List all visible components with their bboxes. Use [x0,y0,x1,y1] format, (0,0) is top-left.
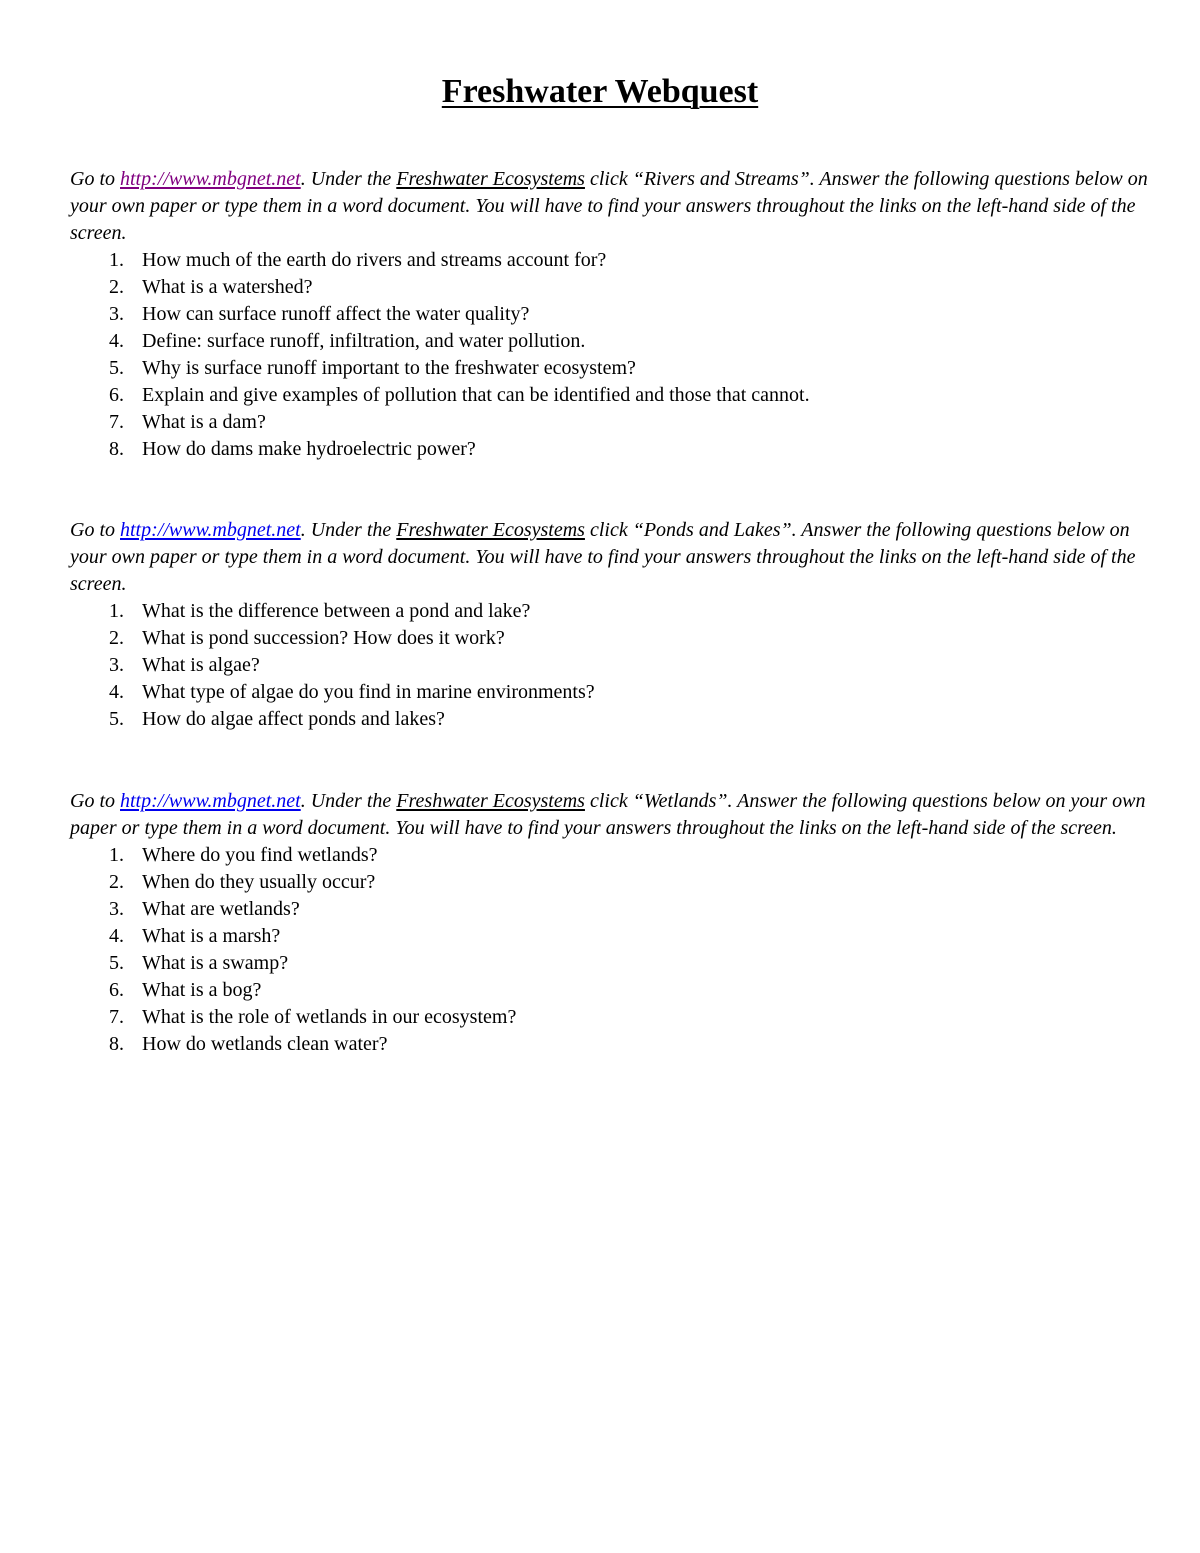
question-number: 7. [109,411,124,433]
question-number: 1. [109,844,124,866]
question-text: Define: surface runoff, infiltration, and water pollution. [142,330,586,352]
question-text: What is pond succession? How does it work? [142,627,505,649]
list-item [70,328,1150,355]
list-item [70,625,1150,652]
question-number: 5. [109,952,124,974]
click-instructions: click “Rivers and Streams”. Answer the following questions below on your own paper or type them in a word document. You will have to find your answers throughout the links on the left-hand side of the screen. [70,168,1148,244]
section-instructions [70,166,1150,247]
question-number: 7. [109,1006,124,1028]
list-item [70,896,1150,923]
list-item [70,382,1150,409]
go-to-text: Go to [70,519,120,541]
mbgnet-link[interactable]: http://www.mbgnet.net [120,519,301,541]
question-number: 2. [109,276,124,298]
section-wetlands [70,788,1150,1058]
question-text: What are wetlands? [142,898,300,920]
question-text: What is the difference between a pond and lake? [142,600,531,622]
question-text: How do wetlands clean water? [142,1033,388,1055]
category-name: Freshwater Ecosystems [396,519,585,541]
question-number: 3. [109,898,124,920]
question-text: What is a dam? [142,411,266,433]
question-number: 3. [109,303,124,325]
list-item [70,923,1150,950]
question-number: 1. [109,600,124,622]
click-instructions: click “Wetlands”. Answer the following questions below on your own paper or type them in a word document. You will have to find your answers throughout the links on the left-hand side of the screen. [70,790,1146,839]
list-item [70,869,1150,896]
question-number: 5. [109,708,124,730]
mbgnet-link[interactable]: http://www.mbgnet.net [120,168,301,190]
list-item [70,950,1150,977]
list-item [70,652,1150,679]
list-item [70,598,1150,625]
question-number: 4. [109,330,124,352]
question-text: Explain and give examples of pollution that can be identified and those that cannot. [142,384,810,406]
question-number: 8. [109,1033,124,1055]
section-instructions [70,517,1150,598]
question-text: What is a swamp? [142,952,289,974]
list-item [70,679,1150,706]
question-text: What is a bog? [142,979,262,1001]
question-text: What is algae? [142,654,260,676]
list-item [70,1004,1150,1031]
question-list [70,598,1150,733]
list-item [70,274,1150,301]
question-text: What type of algae do you find in marine environments? [142,681,595,703]
question-text: Where do you find wetlands? [142,844,378,866]
question-text: When do they usually occur? [142,871,376,893]
question-number: 3. [109,654,124,676]
click-instructions: click “Ponds and Lakes”. Answer the following questions below on your own paper or type them in a word document. You will have to find your answers throughout the links on the left-hand side of the screen. [70,519,1136,595]
under-the-text: . Under the [300,168,397,190]
list-item [70,842,1150,869]
question-text: How much of the earth do rivers and streams account for? [142,249,607,271]
question-number: 4. [109,681,124,703]
under-the-text: . Under the [300,519,397,541]
under-the-text: . Under the [300,790,397,812]
list-item [70,247,1150,274]
page-title: Freshwater Webquest [441,73,759,110]
list-item [70,301,1150,328]
question-list [70,247,1150,463]
question-text: What is a marsh? [142,925,281,947]
question-number: 2. [109,871,124,893]
question-number: 6. [109,979,124,1001]
question-text: How do dams make hydroelectric power? [142,438,476,460]
list-item [70,355,1150,382]
list-item [70,977,1150,1004]
mbgnet-link[interactable]: http://www.mbgnet.net [120,790,301,812]
question-list [70,842,1150,1058]
question-text: How can surface runoff affect the water quality? [142,303,530,325]
question-text: How do algae affect ponds and lakes? [142,708,445,730]
list-item [70,706,1150,733]
question-number: 2. [109,627,124,649]
question-text: What is a watershed? [142,276,313,298]
list-item [70,1031,1150,1058]
go-to-text: Go to [70,168,120,190]
question-number: 8. [109,438,124,460]
category-name: Freshwater Ecosystems [396,168,585,190]
section-instructions [70,788,1150,842]
go-to-text: Go to [70,790,120,812]
section-ponds-lakes [70,517,1150,733]
list-item [70,436,1150,463]
category-name: Freshwater Ecosystems [396,790,585,812]
question-text: Why is surface runoff important to the freshwater ecosystem? [142,357,636,379]
question-number: 4. [109,925,124,947]
question-number: 1. [109,249,124,271]
question-text: What is the role of wetlands in our ecosystem? [142,1006,517,1028]
question-number: 6. [109,384,124,406]
section-rivers-streams [70,166,1150,463]
question-number: 5. [109,357,124,379]
list-item [70,409,1150,436]
